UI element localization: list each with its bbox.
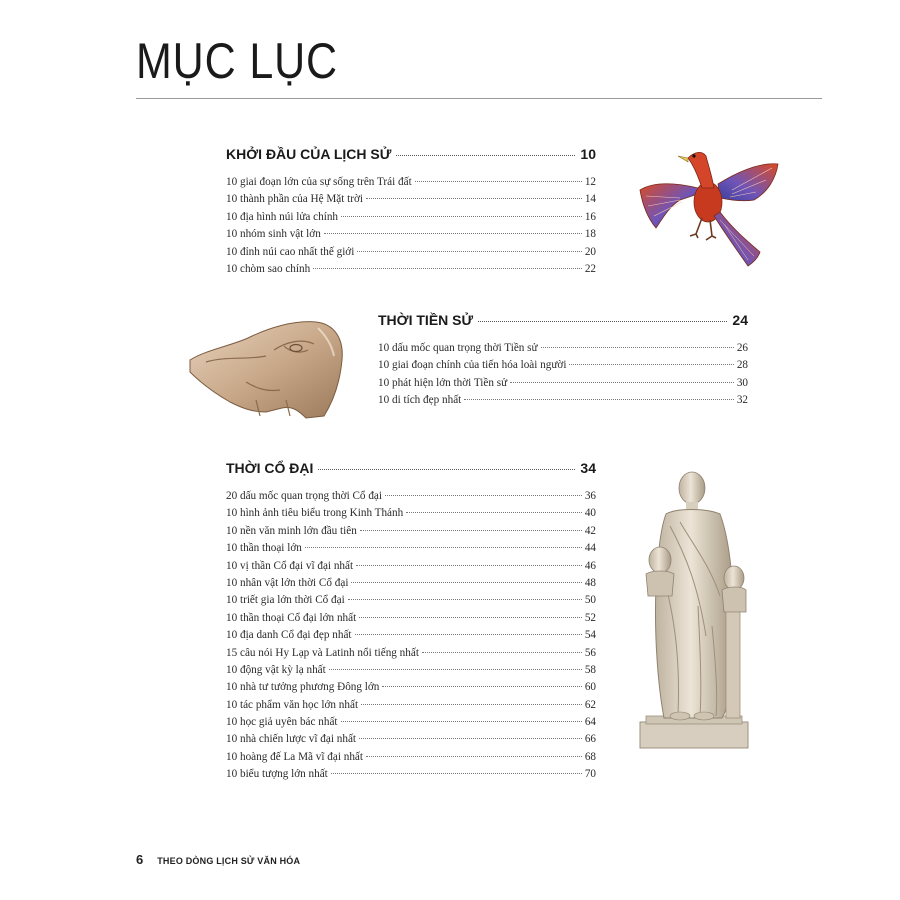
toc-entry[interactable] (226, 612, 596, 629)
entry-page-number: 40 (584, 507, 596, 520)
entry-page-number: 50 (584, 594, 596, 607)
entry-title: 15 câu nói Hy Lạp và Latinh nổi tiếng nhất (226, 646, 419, 659)
entry-page-number: 58 (584, 663, 596, 676)
entry-title: 10 thần thoại lớn (226, 542, 302, 555)
entry-page-number: 68 (584, 750, 596, 763)
entry-title: 10 nhà chiến lược vĩ đại nhất (226, 733, 357, 746)
toc-entry[interactable] (378, 359, 748, 376)
dot-leader (406, 512, 582, 513)
entry-list (226, 176, 596, 280)
toc-entry[interactable] (226, 699, 596, 716)
toc-section-antiquity (226, 460, 596, 786)
entry-page-number: 42 (584, 524, 596, 537)
dot-leader (341, 216, 582, 217)
entry-title: 10 di tích đẹp nhất (378, 394, 462, 407)
entry-title: 10 giai đoạn chính của tiến hóa loài người (378, 359, 567, 372)
toc-entry[interactable] (226, 490, 596, 507)
dot-leader (360, 530, 582, 531)
dot-leader (396, 155, 575, 156)
toc-entry[interactable] (378, 342, 748, 359)
toc-entry[interactable] (226, 751, 596, 768)
toc-entry[interactable] (226, 542, 596, 559)
entry-page-number: 48 (584, 576, 596, 589)
entry-list (226, 490, 596, 786)
dot-leader (510, 382, 734, 383)
entry-page-number: 14 (584, 193, 596, 206)
dot-leader (313, 268, 582, 269)
toc-entry[interactable] (226, 594, 596, 611)
page-footer (136, 852, 300, 867)
title-divider (136, 98, 822, 99)
entry-page-number: 16 (584, 210, 596, 223)
entry-title: 10 phát hiện lớn thời Tiền sử (378, 376, 508, 389)
dot-leader (359, 738, 582, 739)
entry-title: 10 giai đoạn lớn của sự sống trên Trái đất (226, 176, 412, 188)
toc-entry[interactable] (226, 228, 596, 245)
dot-leader (415, 181, 582, 182)
entry-page-number: 32 (736, 394, 748, 407)
dot-leader (351, 582, 581, 583)
entry-page-number: 66 (584, 733, 596, 746)
entry-title: 10 thành phần của Hệ Mặt trời (226, 193, 364, 206)
entry-page-number: 64 (584, 716, 596, 729)
dot-leader (318, 469, 575, 470)
entry-title: 10 vị thần Cổ đại vĩ đại nhất (226, 559, 354, 572)
toc-entry[interactable] (226, 647, 596, 664)
entry-title: 10 biểu tượng lớn nhất (226, 768, 328, 781)
entry-title: 10 động vật kỳ lạ nhất (226, 663, 326, 676)
entry-page-number: 30 (736, 376, 748, 389)
dot-leader (331, 773, 582, 774)
toc-entry[interactable] (226, 193, 596, 210)
section-page-number: 10 (580, 146, 596, 162)
entry-title: 20 dấu mốc quan trọng thời Cổ đại (226, 490, 382, 502)
dot-leader (305, 547, 582, 548)
archaeopteryx-illustration (636, 144, 782, 274)
entry-title: 10 nhà tư tưởng phương Đông lớn (226, 681, 380, 694)
entry-title: 10 thần thoại Cổ đại lớn nhất (226, 611, 357, 624)
toc-entry[interactable] (226, 768, 596, 785)
prehistoric-bison-carving (186, 316, 346, 420)
section-heading[interactable] (226, 460, 596, 482)
section-heading[interactable] (378, 312, 748, 334)
section-title: KHỞI ĐẦU CỦA LỊCH SỬ (226, 146, 392, 162)
toc-entry[interactable] (226, 176, 596, 193)
entry-list (378, 342, 748, 412)
running-title: THEO DÒNG LỊCH SỬ VĂN HÓA (157, 856, 301, 866)
dot-leader (329, 669, 582, 670)
entry-page-number: 18 (584, 228, 596, 241)
dot-leader (355, 634, 582, 635)
dot-leader (341, 721, 582, 722)
entry-page-number: 36 (584, 490, 596, 502)
entry-page-number: 26 (736, 342, 748, 354)
entry-page-number: 12 (584, 176, 596, 188)
entry-page-number: 60 (584, 681, 596, 694)
toc-entry[interactable] (226, 733, 596, 750)
dot-leader (324, 233, 582, 234)
toc-entry[interactable] (226, 716, 596, 733)
entry-title: 10 nhóm sinh vật lớn (226, 228, 321, 241)
dot-leader (464, 399, 734, 400)
entry-page-number: 62 (584, 698, 596, 711)
entry-page-number: 22 (584, 262, 596, 275)
toc-section-prehistory (378, 312, 748, 412)
toc-entry[interactable] (226, 577, 596, 594)
dot-leader (382, 686, 581, 687)
toc-entry[interactable] (226, 525, 596, 542)
section-page-number: 34 (580, 460, 596, 476)
entry-title: 10 dấu mốc quan trọng thời Tiền sử (378, 342, 538, 354)
entry-title: 10 triết gia lớn thời Cổ đại (226, 594, 345, 607)
entry-page-number: 52 (584, 611, 596, 624)
entry-title: 10 đỉnh núi cao nhất thế giới (226, 245, 355, 258)
entry-title: 10 địa hình núi lửa chính (226, 210, 339, 223)
toc-entry[interactable] (226, 263, 596, 280)
page-title: MỤC LỤC (136, 33, 338, 89)
section-heading[interactable] (226, 146, 596, 168)
entry-title: 10 địa danh Cổ đại đẹp nhất (226, 629, 352, 642)
roman-marble-statue (636, 466, 752, 750)
entry-title: 10 hình ảnh tiêu biểu trong Kinh Thánh (226, 507, 404, 520)
section-title: THỜI CỔ ĐẠI (226, 460, 314, 476)
toc-entry[interactable] (226, 507, 596, 524)
toc-entry[interactable] (226, 560, 596, 577)
entry-title: 10 học giả uyên bác nhất (226, 716, 338, 729)
dot-leader (366, 198, 582, 199)
entry-page-number: 56 (584, 646, 596, 659)
dot-leader (359, 617, 582, 618)
section-page-number: 24 (732, 312, 748, 328)
entry-page-number: 20 (584, 245, 596, 258)
dot-leader (478, 321, 727, 322)
entry-page-number: 54 (584, 629, 596, 642)
dot-leader (422, 652, 582, 653)
entry-title: 10 nền văn minh lớn đầu tiên (226, 524, 357, 537)
toc-entry[interactable] (226, 681, 596, 698)
toc-entry[interactable] (226, 629, 596, 646)
dot-leader (348, 599, 582, 600)
dot-leader (361, 704, 582, 705)
entry-page-number: 46 (584, 559, 596, 572)
entry-page-number: 70 (584, 768, 596, 781)
dot-leader (541, 347, 734, 348)
entry-title: 10 hoàng đế La Mã vĩ đại nhất (226, 750, 364, 763)
dot-leader (356, 565, 582, 566)
entry-page-number: 44 (584, 542, 596, 555)
section-title: THỜI TIỀN SỬ (378, 312, 474, 328)
toc-entry[interactable] (378, 394, 748, 411)
toc-entry[interactable] (378, 377, 748, 394)
toc-entry[interactable] (226, 211, 596, 228)
toc-section-beginning-of-history (226, 146, 596, 280)
entry-title: 10 nhân vật lớn thời Cổ đại (226, 576, 349, 589)
entry-title: 10 chòm sao chính (226, 262, 311, 275)
page-number: 6 (136, 852, 144, 867)
dot-leader (366, 756, 582, 757)
toc-entry[interactable] (226, 664, 596, 681)
dot-leader (357, 251, 581, 252)
entry-title: 10 tác phẩm văn học lớn nhất (226, 698, 359, 711)
dot-leader (385, 495, 582, 496)
entry-page-number: 28 (736, 359, 748, 372)
dot-leader (569, 364, 733, 365)
toc-entry[interactable] (226, 246, 596, 263)
